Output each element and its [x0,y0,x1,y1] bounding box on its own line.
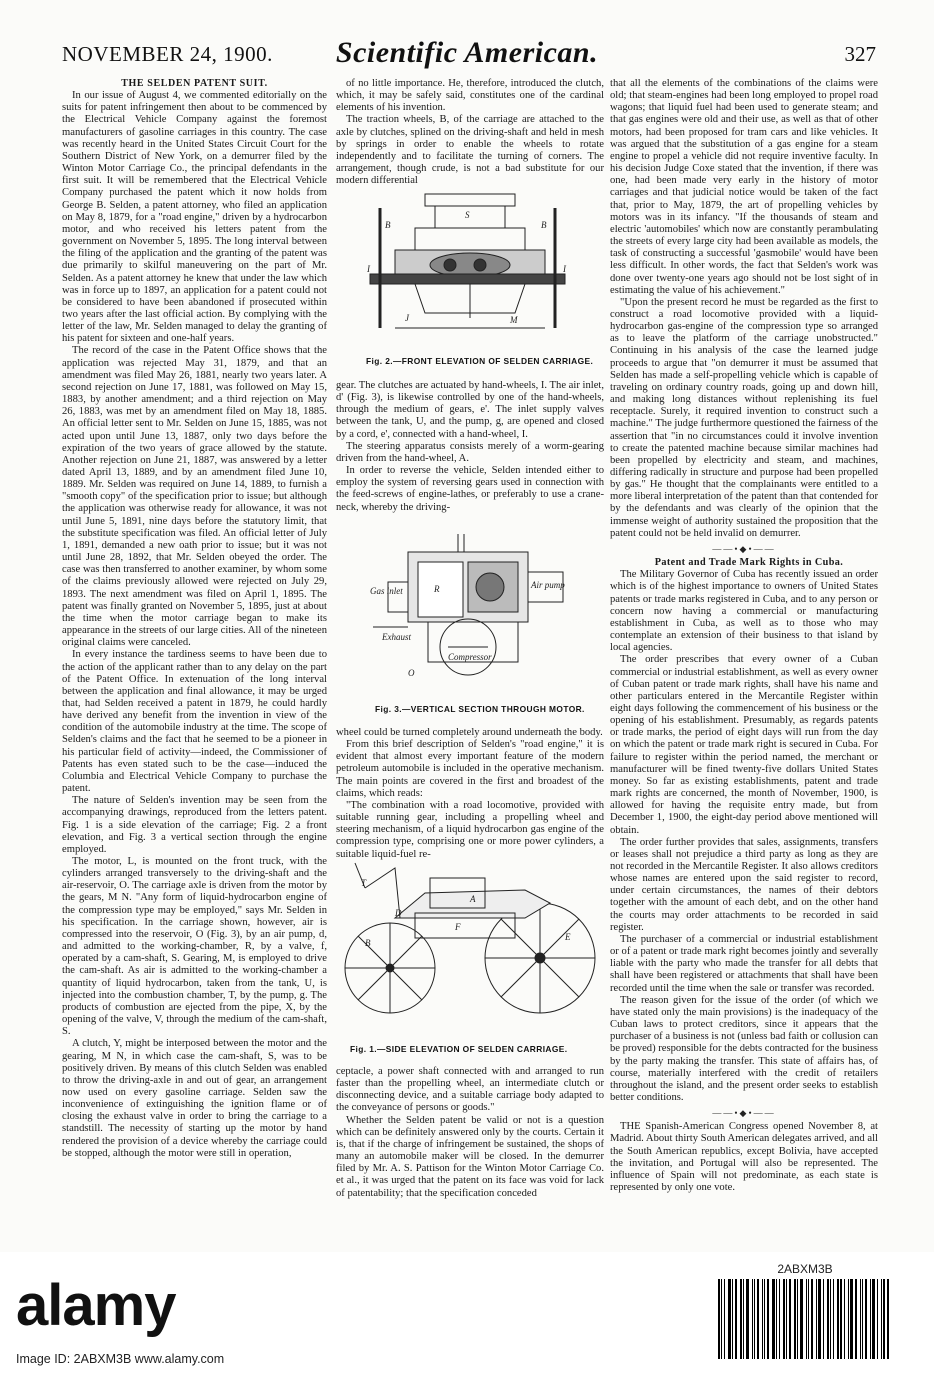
fig2-front-elevation-drawing [355,188,580,338]
col3-paragraph: The order prescribes that every owner of a Cuban commercial or industrial establishment, as well as every owner of Cuban patent or trade mark rights, shall have his name and other particulars entered in the Mercantile Register within eight days following the commencement of his business or the opening of his establishment. Presumably, as regards patents or trade marks, the period of eight days will run from the day on which the patent or trade mark right is secured in Cuba. For failure to register within the period named, the merchant or manufacturer will be fined twenty-five dollars United States money. So far as existing establishments, patent and trade mark rights are concerned, the month of November, 1900, is allowed for having the requisite entry made, but from December 1, 1900, the eight-day period above mentioned will obtain. [610,654,878,836]
svg-text:D: D [395,908,402,918]
column-2-bottom [336,1066,604,1200]
svg-text:B: B [365,938,371,948]
barcode-icon [690,1279,920,1359]
fig2-caption: Fig. 2.—FRONT ELEVATION OF SELDEN CARRIAGE. [366,356,594,366]
col3-paragraph: The order further provides that sales, assignments, transfers or leases shall not prejudice a third party as long as they are not recorded in the Mercantile Register. It also allows creditors whose names are entered upon the said register to record, under certain circumstances, the names of their debtors together with the amount of each debt, and on the other hand the courts may order attachments to be recorded in said register. [610,836,878,933]
col2-paragraph: of no little importance. He, therefore, introduced the clutch, which, it may be safely said, constitutes one of the cardinal elements of his invention. [336,78,604,114]
page-number: 327 [844,42,876,66]
col1-paragraph: The record of the case in the Patent Office shows that the application was rejected May 31, 1879, and that an amendment was filed May 26, 1881, nearly two years later. A second rejection on June 17, 1881, was followed on May 15, 1883, by another amendment; and a third rejection on May 26, 1883, was met by an amendment filed on May 18, 1885. An official letter sent to Mr. Selden on June 15, 1885, was not acted upon until June 13, 1887, only two days before the expiration of the two years of grace allowed by the statute. Another rejection on June 21, 1887, was answered by a letter dated April 13, 1889, and by an amendment filed June 10, 1889. Mr. Selden was required on June 14, 1889, to furnish a "smooth copy" of the specification prior to issue; but although the application was otherwise ready for allowance, it was not until June 5, 1891, nine days before the statutory limit, that the substitute specification was filed. An official letter of July 1, 1891, demanded a new oath prior to issue; but it was not until June 28, 1892, that Mr. Selden obeyed the order. The case was then transferred to another examiner, by whom some of the claims previously allowed were rejected on July 29, 1893. The next amendment was filed on April 1, 1895. The patent was finally granted on November 5, 1895, just at about the time when the motor carriage began to make its appearance in the streets of our large cities. All of the nineteen original claims were canceled. [62,345,327,649]
col1-paragraph: In our issue of August 4, we commented editorially on the suits for patent infringement then about to be commenced by the Electrical Vehicle Company against the foremost manufacturers of gasoline carriages in this country. The case was recently heard in the United States Circuit Court for the Southern District of New York, on a demurrer filed by the Winton Motor Carriage Co., the principal defendants in the first suit. It will be remembered that the Electrical Vehicle Company purchased the patent which it now holds from George B. Selden, a patent attorney, who filed an application on May 8, 1879, for a "road engine," driven by a hydrocarbon motor, and who received his letters patent from the government on November 5, 1895. The long interval between the filing of the application and the granting of the patent was due primarily to skilful maneuvering on the part of Mr. Selden. As a patent attorney he knew that under the law which was in force up to 1897, an application for a patent could not be considered to have been abandoned if prosecuted within two years after the last official action. By complying with the letter of the law, Mr. Selden managed to delay the granting of his patent for sixteen and one-half years. [62,90,327,345]
svg-text:I: I [367,264,370,274]
svg-text:Compressor: Compressor [448,652,492,662]
fig1-caption: Fig. 1.—SIDE ELEVATION OF SELDEN CARRIAGE. [350,1044,568,1054]
col2-paragraph: ceptacle, a power shaft connected with and arranged to run faster than the propelling wheel, an intermediate clutch or disconnecting device, and a suitable carriage body adapted to the conveyance of persons or goods." [336,1066,604,1114]
svg-text:O: O [408,668,415,678]
col1-paragraph: A clutch, Y, might be interposed between the motor and the gearing, M N, in which case the cam-shaft, S, was to be positively driven. By means of this clutch Selden was enabled to throw the driving-axle in and out of gear, an arrangement now used on every gasoline carriage. Selden saw the inconvenience of extinguishing the ignition flame or of closing the exhaust valve in order to bring the carriage to a standstill. The necessity of starting up the motor by hand rendered the provision of a device whereby the carriage could be stopped, although the motor were still in operation, [62,1038,327,1159]
svg-text:B: B [385,220,391,230]
col2-paragraph: In order to reverse the vehicle, Selden intended either to employ the system of reversing gears used in connection with the feed-screws of engine-lathes, or preferably to use a crane-neck, whereby the driving- [336,465,604,513]
svg-text:R: R [434,584,440,594]
col1-paragraph: In every instance the tardiness seems to have been due to the action of the applicant rather than to any delay on the part of the Patent Office. In extenuation of the long interval between the application and final allowance, it may be urged that, had Selden received a patent in 1879, he could hardly have derived any benefit from the invention in view of the condition of the automobile industry at the time. The scope of Selden's claims and the fact that he seemed to be a pioneer in his particular field of activity—indeed, the Commissioner of Patents has even stated such to be the case—induced the Columbia and Electrical Vehicle Company to purchase the patent. [62,649,327,795]
cuba-article-heading: Patent and Trade Mark Rights in Cuba. [654,557,844,569]
col1-paragraph: The motor, L, is mounted on the front truck, with the cylinders arranged transversely to the driving-shaft and the air-reservoir, O. The carriage axle is driven from the motor by the gears, M N. "Any form of liquid-hydrocarbon engine of the compression type may be employed," says Mr. Selden in his specification. In the carriage shown, however, air is compressed into the reservoir, O (Fig. 3), by an air pump, d, and admitted to the working-chamber, R, by a valve, f, operated by a cam-shaft, S. Gearing, M, is employed to drive the cam-shaft. As air is admitted to the working-chamber a quantity of liquid hydrocarbon, taken from the tank, U, is injected into the combustion chamber, T, by the pump, g. The products of combustion are ejected from the pipe, X, by the opening of the valve, V, through the medium of the cam-shaft, S. [62,856,327,1038]
svg-text:A: A [470,894,476,904]
col3-paragraph: The purchaser of a commercial or industrial establishment or of a patent or trade mark right becomes jointly and severally liable with the party who made the transfer for all debts that shall have been registered or attachments that shall have been recorded until the time when the sale or transfer was recorded. [610,933,878,994]
column-1 [62,78,327,1160]
col3-paragraph: The Military Governor of Cuba has recently issued an order which is of the highest importance to owners of United States patents or trade marks registered in Cuba, and to any person or concern now having a commercial or manufacturing establishment in Cuba, as well as to those who may contemplate an extension of their business to that island by local agencies. [610,569,878,654]
section-divider-ornament: ——•◆•—— [712,543,776,554]
barcode-block [690,1262,920,1359]
svg-text:Exhaust: Exhaust [382,632,411,642]
col2-paragraph: "The combination with a road locomotive, provided with suitable running gear, including a propelling wheel and steering mechanism, of a liquid hydrocarbon gas engine of the compression type, comprising one or more power cylinders, a suitable liquid-fuel re- [336,799,604,860]
col2-paragraph: wheel could be turned completely around underneath the body. [336,727,603,738]
col3-paragraph: that all the elements of the combinations of the claims were old; that steam-engines had been long employed to propel road wagons; that liquid fuel had been used to generate steam; and that gas engines were old and their use, as well as that of other motors, had been proposed for tram cars and like vehicles. It was argued that the substitution of a gas engine for a steam engine to propel a vehicle did not require inventive faculty. In his decision Judge Coxe stated that the invention, if there was one, had been made very early in the history of motor carriages and that judicial notice would be taken of the fact that, prior to May, 1879, the art of propelling vehicles by motors was in its infancy. "If the thousands of steam and electric 'automobiles' which now are constantly perambulating the streets of every large city had been available as models, the task of constructing a successful 'gasmobile' would have been less difficult. In other words, the fact that Selden's work was done over twenty-one years ago should not be lost sight of in estimating the value of his achievement." [610,78,878,296]
column-2-lower [336,727,604,861]
masthead-title: Scientific American. [335,36,599,69]
svg-text:J: J [405,313,409,323]
col3-paragraph: "Upon the present record he must be regarded as the first to construct a road locomotive provided with a liquid-hydrocarbon gas-engine of the compression type so arranged as to leave the platform of the carriage unobstructed." Continuing in his analysis of the case the learned judge proceeds to argue that "on demurrer it must be assumed that Selden has made a self-propelling vehicle which is capable of traveling on ordinary country roads, going up and down hill, and making long distances without replenishing its fuel receptacle. Surely, it required invention to construct such a machine." The judge furthermore questioned the fairness of the assertion that "in no circumstances could it involve invention to create the patented machine because similar machines had been propelled by electricity and steam, and machines, differing radically in structure and purpose had been propelled by gas." He thought that the complainants were entitled to a more liberal interpretation of the patent than that contended for by the defendants and was clearly of the opinion that the immense weight of authority sustained the proposition that the patent could not be held invalid on demurrer. [610,296,878,539]
column-3 [610,78,878,1194]
svg-text:B: B [541,220,547,230]
svg-text:T: T [361,878,367,888]
issue-date: NOVEMBER 24, 1900. [62,42,273,66]
svg-text:F: F [455,922,461,932]
svg-text:Air pump: Air pump [531,580,565,590]
barcode-id: 2ABXM3B [777,1262,833,1276]
col2-paragraph: The traction wheels, B, of the carriage are attached to the axle by clutches, splined on the driving-shaft and held in mesh by springs in order to enable the wheels to rotate independently and to facilitate the turning of corners. The arrangement, though crude, is not a bad substitute for our modern differential [336,114,604,187]
svg-text:S: S [465,210,470,220]
column-2-middle [336,380,604,514]
svg-text:I: I [563,264,566,274]
svg-text:Gas inlet: Gas inlet [370,586,403,596]
col2-paragraph: gear. The clutches are actuated by hand-wheels, I. The air inlet, d' (Fig. 3), is likewise controlled by one of the hand-wheels, through the medium of gears, e'. The inlet supply valves between the tank, U, and the pump, g, are opened and closed by a cord, e', connected with a hand-wheel, I. [336,380,604,440]
fig1-side-elevation-drawing [335,858,605,1018]
col2-paragraph: From this brief description of Selden's "road engine," it is evident that almost every important feature of the modern petroleum automobile is included in the operative mechanism. The main points are covered in the first and broadest of the claims, which reads: [336,739,604,799]
svg-text:M: M [510,315,518,325]
fig3-caption: Fig. 3.—VERTICAL SECTION THROUGH MOTOR. [375,704,585,714]
col1-paragraph: The nature of Selden's invention may be seen from the accompanying drawings, reproduced from the letters patent. Fig. 1 is a side elevation of the carriage; Fig. 2 a front elevation, and Fig. 3 a vertical section through the engine employed. [62,795,327,855]
col3-paragraph: THE Spanish-American Congress opened November 8, at Madrid. About thirty South American delegates arrived, and all the South American republics, except Bolivia, have accepted the invitation, and Portugal will also be represented. The influence of Spain will not predominate, as each state is represented by only one vote. [610,1121,878,1194]
svg-text:E: E [565,932,571,942]
stock-logo: alamy [16,1273,176,1338]
col2-paragraph: Whether the Selden patent be valid or not is a question which can be definitely answered only by the courts. Certain it is, that if the charge of infringement be sustained, the shops of many an automobile maker will be closed. In the demurrer filed by Mr. A. S. Pattison for the Winton Motor Carriage Co. et al., it was urged that the patent on its face was void for lack of patentability; that the specification conceded [336,1114,604,1199]
fig3-vertical-section-drawing [368,532,578,682]
article-heading: THE SELDEN PATENT SUIT. [121,78,268,89]
col3-paragraph: The reason given for the issue of the order (of which we have stated only the main provisions) is the inadequacy of the Cuban laws to protect creditors, since it appears that the purchaser of a business is not (unless bad faith or collusion can be proved) responsible for the debts contracted for the business by the party making the transfer. This state of affairs has, of course, materially interfered with the credit of retailers throughout the island, and the present order seeks to establish better conditions. [610,994,878,1103]
stock-image-id-line: Image ID: 2ABXM3B www.alamy.com [16,1352,225,1366]
col2-paragraph: The steering apparatus consists merely of a worm-gearing driven from the hand-wheel, A. [336,440,604,464]
section-divider-ornament: ——•◆•—— [712,1108,776,1119]
